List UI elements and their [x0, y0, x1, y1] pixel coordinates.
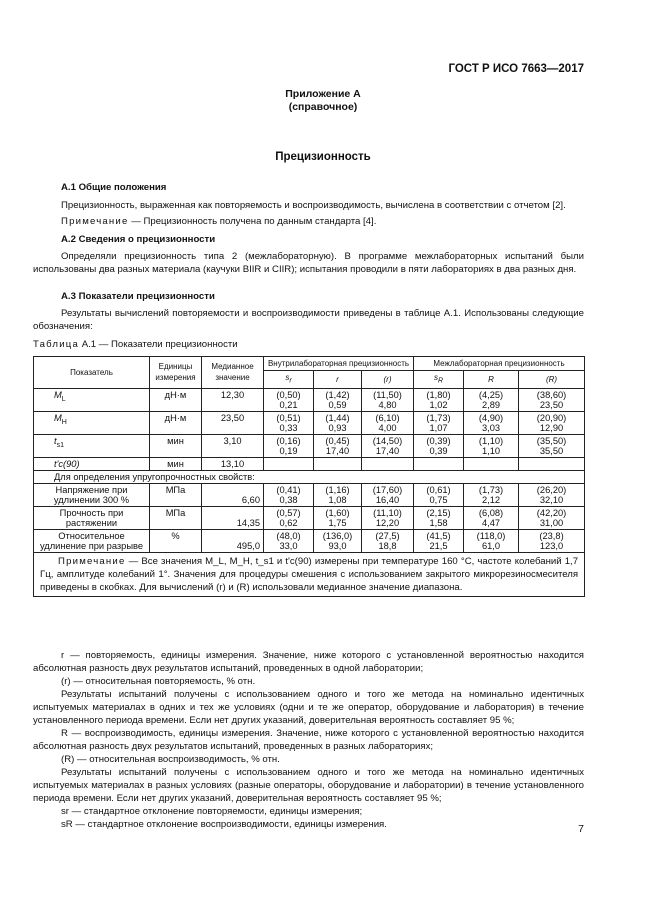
row-r-rel: (11,50) 4,80 [362, 388, 414, 411]
table-note-row [34, 552, 585, 596]
section-a1-note [61, 215, 584, 228]
row-sR: (1,80) 1,02 [414, 388, 464, 411]
row-unit: МПа [150, 506, 202, 529]
table-caption-text: А.1 — Показатели прецизионности [81, 339, 238, 350]
row-r: (136,0) 93,0 [314, 529, 362, 552]
header-intra: Внутрилабораторная прецизионность [264, 357, 414, 371]
precision-table [33, 356, 585, 597]
row-unit: МПа [150, 483, 202, 506]
table-note [34, 552, 585, 596]
table-caption-label: Таблица [33, 339, 80, 350]
row-r-rel [362, 457, 414, 470]
table-row [34, 388, 585, 411]
row-sr: (0,57) 0,62 [264, 506, 314, 529]
table-row [34, 411, 585, 434]
header-R-rel: (R) [519, 371, 585, 389]
definition-r: r — повторяемость, единицы измерения. Значение, ниже которого с установленной вероятностью находится абсолютная разность двух результатов испытаний, проведенных в одной лаборатории; [33, 650, 584, 674]
header-R: R [464, 371, 519, 389]
row-median: 13,10 [202, 457, 264, 470]
row-sR: (41,5) 21,5 [414, 529, 464, 552]
row-r [314, 457, 362, 470]
annex-title: Приложение А [285, 88, 361, 100]
section-a3-text: Результаты вычислений повторяемости и воспроизводимости приведены в таблице А.1. Использованы следующие обозначения: [33, 308, 584, 332]
row-R [464, 457, 519, 470]
page-title: Прецизионность [275, 151, 371, 163]
row-r: (1,42) 0,59 [314, 388, 362, 411]
row-r: (1,16) 1,08 [314, 483, 362, 506]
row-unit: мин [150, 434, 202, 457]
row-sR: (2,15) 1,58 [414, 506, 464, 529]
row-R: (6,08) 4,47 [464, 506, 519, 529]
section-heading-a1: А.1 Общие положения [61, 182, 167, 193]
table-group-row [34, 470, 585, 483]
header-r-rel: (r) [362, 371, 414, 389]
row-sr: (0,50) 0,21 [264, 388, 314, 411]
row-indicator: t'c(90) [34, 457, 150, 470]
table-row [34, 529, 585, 552]
row-R-rel: (42,20) 31,00 [519, 506, 585, 529]
header-indicator: Показатель [34, 357, 150, 389]
row-unit: дН·м [150, 388, 202, 411]
annex-kind: (справочное) [288, 101, 358, 113]
definition-r-conditions: Результаты испытаний получены с использованием одного и того же метода на номинально идентичных испытуемых материалах в одних и тех же условиях (одни и те же оператор, оборудование и лаборатория) в течение установленного периода времени. Если нет других указаний, доверительная вероятность составляет 95 %; [33, 689, 584, 726]
section-a2-text: Определяли прецизионность типа 2 (межлабораторную). В программе межлабораторных испытаний были использованы два разных материала (каучуки BIIR и CIIR); испытания проводили в пяти лабораториях в два разных дня. [33, 251, 584, 275]
header-sR: sR [414, 371, 464, 389]
standard-number: ГОСТ Р ИСО 7663—2017 [448, 63, 584, 75]
row-R-rel [519, 457, 585, 470]
row-median: 495,0 [202, 529, 264, 552]
row-R-rel: (20,90) 12,90 [519, 411, 585, 434]
header-inter: Межлабораторная прецизионность [414, 357, 585, 371]
row-r: (1,60) 1,75 [314, 506, 362, 529]
section-heading-a2: А.2 Сведения о прецизионности [61, 234, 216, 245]
table-row [34, 434, 585, 457]
row-sr: (0,41) 0,38 [264, 483, 314, 506]
row-sR: (0,39) 0,39 [414, 434, 464, 457]
row-R-rel: (26,20) 32,10 [519, 483, 585, 506]
row-median: 12,30 [202, 388, 264, 411]
row-median: 6,60 [202, 483, 264, 506]
row-indicator: $M_H$ [34, 411, 150, 434]
row-sR: (0,61) 0,75 [414, 483, 464, 506]
definition-sr: sr — стандартное отклонение повторяемости, единицы измерения; [61, 806, 363, 817]
note-text: — Прецизионность получена по данным стандарта [4]. [131, 216, 377, 227]
table-note-text: — Все значения M_L, M_H, t_s1 и t'c(90) измерены при температуре 160 °С, частоте колебаний 1,7 Гц, амплитуде колебаний 1°. Значения для процедуры смешения с использованием закрытого микрорезиносмесителя приведены в скобках. Для вычислений (r) и (R) использовали медианное значение диапазона. [40, 555, 579, 593]
row-median: 14,35 [202, 506, 264, 529]
row-R: (4,90) 3,03 [464, 411, 519, 434]
row-R: (118,0) 61,0 [464, 529, 519, 552]
header-r: r [314, 371, 362, 389]
row-sr: (0,16) 0,19 [264, 434, 314, 457]
definition-R-conditions: Результаты испытаний получены с использованием одного и того же метода на номинально идентичных испытуемых материалах в разных условиях (разные операторы, оборудование и лаборатории) в течение установленного периода времени. Если нет других указаний, доверительная вероятность составляет 95 %; [33, 767, 584, 804]
table-row [34, 483, 585, 506]
row-unit: % [150, 529, 202, 552]
definition-R-rel: (R) — относительная воспроизводимость, % отн. [61, 754, 280, 765]
row-r-rel: (6,10) 4,00 [362, 411, 414, 434]
definition-r-rel: (r) — относительная повторяемость, % отн. [61, 676, 256, 687]
row-r: (0,45) 17,40 [314, 434, 362, 457]
row-indicator: $M_L$ [34, 388, 150, 411]
row-indicator: Прочность при растяжении [34, 506, 150, 529]
group-label: Для определения упругопрочностных свойств: [34, 470, 585, 483]
row-r-rel: (27,5) 18,8 [362, 529, 414, 552]
note-label: Примечание [61, 216, 129, 227]
row-R: (1,10) 1,10 [464, 434, 519, 457]
row-sR: (1,73) 1,07 [414, 411, 464, 434]
section-a1-text: Прецизионность, выраженная как повторяемость и воспроизводимость, вычислена в соответствии с отчетом [2]. [61, 200, 566, 211]
row-sr: (0,51) 0,33 [264, 411, 314, 434]
table-header-row [34, 357, 585, 371]
row-unit: дН·м [150, 411, 202, 434]
table-caption [33, 338, 238, 351]
table-row [34, 506, 585, 529]
row-R: (1,73) 2,12 [464, 483, 519, 506]
row-r: (1,44) 0,93 [314, 411, 362, 434]
row-R-rel: (38,60) 23,50 [519, 388, 585, 411]
row-indicator: $t_{s1}$ [34, 434, 150, 457]
row-sR [414, 457, 464, 470]
row-sr: (48,0) 33,0 [264, 529, 314, 552]
header-median: Медианное значение [202, 357, 264, 389]
row-r-rel: (11,10) 12,20 [362, 506, 414, 529]
header-sr: sr [264, 371, 314, 389]
table-note-label: Примечание [58, 555, 126, 567]
row-r-rel: (14,50) 17,40 [362, 434, 414, 457]
table-row [34, 457, 585, 470]
row-R-rel: (35,50) 35,50 [519, 434, 585, 457]
row-median: 23,50 [202, 411, 264, 434]
header-units: Единицы измерения [150, 357, 202, 389]
definition-R: R — воспроизводимость, единицы измерения. Значение, ниже которого с установленной вероятностью находится абсолютная разность двух результатов испытаний, проведенных в разных лабораториях; [33, 728, 584, 752]
row-indicator: Относительное удлинение при разрыве [34, 529, 150, 552]
definition-sR: sR — стандартное отклонение воспроизводимости, единицы измерения. [61, 819, 387, 830]
section-heading-a3: А.3 Показатели прецизионности [61, 291, 215, 302]
row-sr [264, 457, 314, 470]
row-R-rel: (23,8) 123,0 [519, 529, 585, 552]
page-number: 7 [578, 823, 584, 835]
row-indicator: Напряжение при удлинении 300 % [34, 483, 150, 506]
row-R: (4,25) 2,89 [464, 388, 519, 411]
row-unit: мин [150, 457, 202, 470]
row-r-rel: (17,60) 16,40 [362, 483, 414, 506]
row-median: 3,10 [202, 434, 264, 457]
